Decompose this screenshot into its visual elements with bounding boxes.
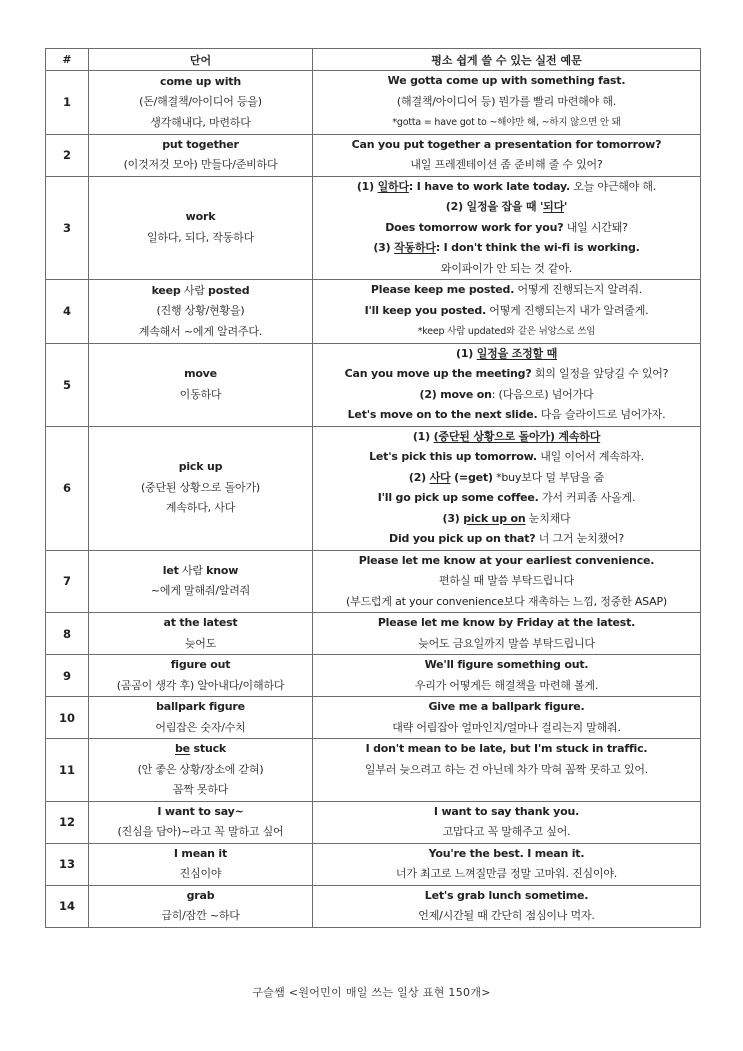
example-text: Does tomorrow work for you? <box>385 220 564 234</box>
example-cell <box>313 697 701 739</box>
word-line <box>91 228 310 249</box>
word-text: (돈/해결책/아이디어 등을) <box>139 95 262 108</box>
example-text: Give me a ballpark figure. <box>428 700 585 713</box>
example-line <box>315 112 698 134</box>
word-text: (진심을 담아)~라고 꼭 말하고 싶어 <box>117 825 284 838</box>
table-row <box>46 739 701 802</box>
word-text: 사람 <box>178 563 207 577</box>
example-text: (2) <box>408 470 430 484</box>
word-text: I want to say~ <box>157 804 244 818</box>
word-text: at the latest <box>163 616 238 629</box>
word-line <box>91 581 310 602</box>
word-line <box>91 822 310 843</box>
word-line <box>91 457 310 478</box>
word-text: 늦어도 <box>184 636 217 650</box>
example-line <box>315 551 698 572</box>
example-text: 우리가 어떻게든 해결책을 마련해 볼게. <box>414 678 599 692</box>
word-line <box>91 113 310 134</box>
example-cell <box>313 655 701 697</box>
example-text: *keep 사람 updated와 같은 뉘앙스로 쓰임 <box>417 326 596 337</box>
header-example: 평소 쉽게 쓸 수 있는 실전 예문 <box>313 49 701 71</box>
word-text: put together <box>162 137 239 151</box>
example-text: I don't mean to be late, but I'm stuck in traffic. <box>365 742 648 755</box>
footer-caption: 구슬쌤 <원어민이 매일 쓰는 일상 표현 150개> <box>252 986 491 999</box>
example-line <box>315 509 698 530</box>
example-text: Please let me know at your earliest convenience. <box>358 553 655 567</box>
word-text: (곰곰이 생각 후) 알아내다/이해하다 <box>116 678 285 692</box>
word-text: work <box>185 210 216 224</box>
example-text: 어떻게 진행되는지 알려줘. <box>514 283 643 296</box>
example-text: 다음 슬라이드로 넘어가자. <box>537 408 666 421</box>
word-line <box>91 718 310 739</box>
table-row <box>46 176 701 280</box>
example-text: 회의 일정을 앞당길 수 있어? <box>531 367 669 380</box>
word-line <box>91 207 310 228</box>
example-line <box>315 155 698 176</box>
example-line <box>315 886 698 907</box>
example-line <box>315 447 698 468</box>
word-line <box>91 561 310 582</box>
word-line <box>91 864 310 885</box>
word-text: stuck <box>189 742 227 755</box>
word-text: 생각해내다, 마련하다 <box>150 115 251 129</box>
example-text: (1) <box>356 179 378 193</box>
example-line <box>315 780 698 801</box>
example-text: 가서 커피좀 사올게. <box>538 491 636 504</box>
example-line <box>315 760 698 781</box>
example-text: pick up on <box>463 511 526 525</box>
table-row <box>46 280 701 344</box>
example-line <box>315 280 698 301</box>
example-text: : (다음으로) 넘어가다 <box>491 387 594 401</box>
word-line <box>91 844 310 865</box>
example-text: (2) 일정을 잡을 때 ' <box>445 200 544 213</box>
row-number: 1 <box>46 71 89 135</box>
row-number: 3 <box>46 176 89 280</box>
example-line <box>315 259 698 280</box>
word-line <box>91 676 310 697</box>
example-cell <box>313 71 701 135</box>
example-cell <box>313 550 701 613</box>
example-line <box>315 529 698 550</box>
word-text: 계속하다, 사다 <box>165 501 236 515</box>
example-line <box>315 906 698 927</box>
example-text: 너 그거 눈치챘어? <box>535 532 624 545</box>
example-text: 되다 <box>543 200 565 213</box>
example-text: (부드럽게 at your convenience보다 재촉하는 느낌, 정중한 ASAP) <box>345 594 667 608</box>
example-cell <box>313 134 701 176</box>
example-text: Please let me know by Friday at the latest. <box>377 616 636 629</box>
example-line <box>315 92 698 113</box>
example-text: You're the best. I mean it. <box>428 846 585 860</box>
example-text: 내일 시간돼? <box>563 220 628 234</box>
example-text: 일부러 늦으려고 하는 건 아닌데 차가 막혀 꼼짝 못하고 있어. <box>364 762 649 776</box>
example-text: 작동하다 <box>394 241 436 254</box>
word-text: (안 좋은 상황/장소에 갇혀) <box>137 762 264 776</box>
example-text: Let's move on to the next slide. <box>347 408 538 421</box>
row-number: 8 <box>46 613 89 655</box>
example-line <box>315 135 698 156</box>
example-text: We'll figure something out. <box>424 658 589 671</box>
example-line <box>315 634 698 655</box>
example-line <box>315 385 698 406</box>
word-line <box>91 281 310 302</box>
example-text: I'll go pick up some coffee. <box>377 491 539 504</box>
example-line <box>315 655 698 676</box>
row-number: 4 <box>46 280 89 344</box>
word-text: I mean it <box>173 846 228 860</box>
example-line <box>315 844 698 865</box>
row-number: 9 <box>46 655 89 697</box>
example-text: 일정을 조정할 때 <box>476 346 557 360</box>
word-text: 일하다, 되다, 작동하다 <box>146 230 255 244</box>
word-text: 계속해서 ~에게 알려주다. <box>138 324 263 338</box>
word-text: grab <box>186 888 215 902</box>
word-text: ballpark figure <box>156 700 245 713</box>
example-text: ' <box>564 200 568 213</box>
word-text: ~에게 말해줘/알려줘 <box>150 584 251 598</box>
word-cell <box>89 343 313 426</box>
example-cell <box>313 843 701 885</box>
example-line <box>315 218 698 239</box>
word-text: posted <box>208 283 250 297</box>
example-cell <box>313 739 701 802</box>
example-text: 너가 최고로 느껴질만큼 정말 고마워. 진심이야. <box>395 867 618 880</box>
example-text: 편하실 때 말씀 부탁드립니다 <box>438 574 574 587</box>
word-text: be <box>174 742 190 755</box>
example-line <box>315 571 698 592</box>
example-text: 고맙다고 꼭 말해주고 싶어. <box>442 825 571 838</box>
word-text: (중단된 상황으로 돌아가) <box>140 480 261 494</box>
example-line <box>315 177 698 198</box>
example-cell <box>313 613 701 655</box>
row-number: 7 <box>46 550 89 613</box>
word-text: move <box>184 367 217 380</box>
row-number: 6 <box>46 426 89 550</box>
word-cell <box>89 280 313 344</box>
example-text: (1) <box>412 429 434 443</box>
word-cell <box>89 134 313 176</box>
example-line <box>315 488 698 509</box>
example-line <box>315 321 698 343</box>
row-number: 2 <box>46 134 89 176</box>
example-text: : I have to work late today. <box>408 179 570 193</box>
table-row <box>46 843 701 885</box>
example-cell <box>313 426 701 550</box>
example-text: (1) <box>456 346 477 360</box>
word-text: (이것저것 모아) 만들다/준비하다 <box>123 158 278 171</box>
example-text: 언제/시간될 때 간단히 점심이나 먹자. <box>418 909 595 922</box>
word-cell <box>89 843 313 885</box>
example-line <box>315 197 698 218</box>
example-text: Let's grab lunch sometime. <box>424 888 589 902</box>
example-text: Can you move up the meeting? <box>344 367 532 380</box>
example-text: (2) move on <box>419 387 492 401</box>
example-text: I'll keep you posted. <box>364 303 486 317</box>
example-line <box>315 238 698 259</box>
example-text: 오늘 야근해야 해. <box>569 179 657 193</box>
word-line <box>91 135 310 156</box>
example-text: Let's pick this up tomorrow. <box>369 450 537 463</box>
header-number: # <box>46 49 89 71</box>
word-line <box>91 385 310 406</box>
word-line <box>91 613 310 634</box>
table-row <box>46 885 701 927</box>
word-line <box>91 301 310 322</box>
row-number: 5 <box>46 343 89 426</box>
table-header-row <box>46 49 701 71</box>
word-cell <box>89 885 313 927</box>
example-text: (중단된 상황으로 돌아가) 계속하다 <box>433 429 601 443</box>
word-line <box>91 478 310 499</box>
header-word: 단어 <box>89 49 313 71</box>
example-line <box>315 71 698 92</box>
example-cell <box>313 885 701 927</box>
word-text: know <box>206 563 239 577</box>
example-text: *buy보다 덜 부담을 줌 <box>492 470 605 484</box>
word-line <box>91 92 310 113</box>
table-body <box>46 71 701 928</box>
table-row <box>46 801 701 843</box>
word-line <box>91 886 310 907</box>
word-line <box>91 322 310 343</box>
table-row <box>46 343 701 426</box>
example-line <box>315 822 698 843</box>
example-text: 사다 <box>429 470 451 484</box>
word-cell <box>89 739 313 802</box>
example-cell <box>313 801 701 843</box>
example-line <box>315 718 698 739</box>
example-text: 내일 프레젠테이션 좀 준비해 줄 수 있어? <box>410 158 603 171</box>
word-line <box>91 780 310 801</box>
word-text: pick up <box>178 460 223 474</box>
word-cell <box>89 655 313 697</box>
example-text: Can you put together a presentation for tomorrow? <box>351 137 662 151</box>
row-number: 13 <box>46 843 89 885</box>
vocabulary-table <box>45 48 701 928</box>
word-line <box>91 739 310 760</box>
word-text: let <box>162 563 179 577</box>
word-line <box>91 802 310 823</box>
example-text: (해결책/아이디어 등) 뭔가를 빨리 마련해야 해. <box>396 94 617 108</box>
example-text: Did you pick up on that? <box>389 532 536 545</box>
row-number: 10 <box>46 697 89 739</box>
example-line <box>315 802 698 823</box>
table-row <box>46 655 701 697</box>
table-row <box>46 550 701 613</box>
row-number: 11 <box>46 739 89 802</box>
word-text: come up with <box>160 74 241 88</box>
table-row <box>46 697 701 739</box>
word-line <box>91 906 310 927</box>
word-text: (진행 상황/현황을) <box>156 304 245 317</box>
example-text: 눈치채다 <box>525 511 571 525</box>
example-line <box>315 864 698 885</box>
example-text: Please keep me posted. <box>370 283 515 296</box>
example-text: We gotta come up with something fast. <box>387 74 626 87</box>
word-text: keep <box>151 283 181 297</box>
example-text: 내일 이어서 계속하자. <box>536 450 644 463</box>
word-text: 어림잡은 숫자/수치 <box>155 720 246 734</box>
table-row <box>46 134 701 176</box>
example-line <box>315 405 698 426</box>
word-line <box>91 634 310 655</box>
word-line <box>91 72 310 93</box>
example-text: (=get) <box>450 470 493 484</box>
example-text: (3) <box>373 241 395 254</box>
example-text: : I don't think the wi-fi is working. <box>435 241 640 254</box>
word-line <box>91 655 310 676</box>
word-line <box>91 155 310 176</box>
example-cell <box>313 280 701 344</box>
example-line <box>315 676 698 697</box>
example-line <box>315 468 698 489</box>
example-text: I want to say thank you. <box>433 804 580 818</box>
example-line <box>315 427 698 448</box>
row-number: 14 <box>46 885 89 927</box>
word-text: figure out <box>170 658 231 671</box>
example-line <box>315 739 698 760</box>
word-cell <box>89 71 313 135</box>
example-text: 대략 어림잡아 얼마인지/얼마나 걸리는지 말해줘. <box>392 720 621 734</box>
example-line <box>315 592 698 613</box>
example-cell <box>313 176 701 280</box>
table-row <box>46 426 701 550</box>
example-line <box>315 697 698 718</box>
word-cell <box>89 426 313 550</box>
word-line <box>91 498 310 519</box>
word-cell <box>89 613 313 655</box>
example-text: 늦어도 금요일까지 말씀 부탁드립니다 <box>418 636 595 650</box>
table-row <box>46 71 701 135</box>
example-text: 어떻게 진행되는지 내가 알려줄게. <box>485 303 649 317</box>
example-text: 일하다 <box>377 179 409 193</box>
example-line <box>315 301 698 322</box>
example-text: *gotta = have got to ~해야만 해, ~하지 않으면 안 돼 <box>392 117 621 128</box>
word-text: 사람 <box>180 283 209 297</box>
example-line <box>315 344 698 365</box>
example-text: (3) <box>442 511 464 525</box>
word-cell <box>89 176 313 280</box>
example-cell <box>313 343 701 426</box>
example-text: 와이파이가 안 되는 것 같아. <box>440 261 573 275</box>
table-row <box>46 613 701 655</box>
word-line <box>91 760 310 781</box>
word-cell <box>89 550 313 613</box>
word-text: 진심이야 <box>179 867 222 880</box>
word-text: 이동하다 <box>179 387 222 401</box>
word-text: 꼼짝 못하다 <box>172 783 229 796</box>
word-cell <box>89 697 313 739</box>
row-number: 12 <box>46 801 89 843</box>
word-text: 급히/잠깐 ~하다 <box>161 909 240 922</box>
word-line <box>91 364 310 385</box>
word-cell <box>89 801 313 843</box>
word-line <box>91 697 310 718</box>
example-line <box>315 364 698 385</box>
example-line <box>315 613 698 634</box>
